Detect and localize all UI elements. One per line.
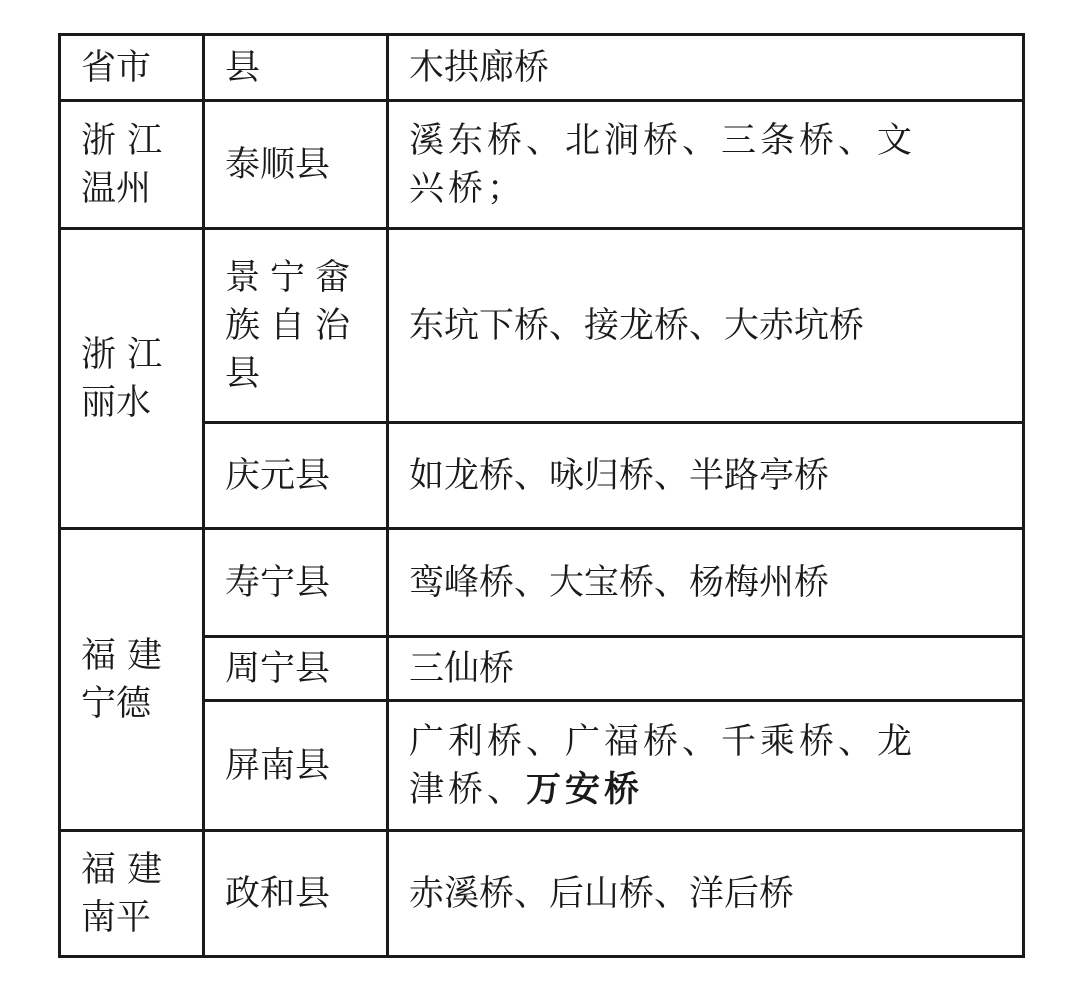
province-city-line: 宁德 bbox=[81, 683, 152, 724]
bridges-line bbox=[409, 766, 1022, 814]
province-city-line: 浙 江 bbox=[81, 334, 163, 375]
province-city-line: 丽水 bbox=[81, 382, 152, 423]
province-city-cell bbox=[60, 831, 204, 957]
county-line: 景宁畲 bbox=[225, 257, 361, 298]
province-city-line: 浙 江 bbox=[81, 120, 163, 161]
bridges-line: 兴桥； bbox=[409, 168, 527, 209]
province-city-line: 南平 bbox=[81, 897, 152, 938]
header-county: 县 bbox=[204, 35, 388, 101]
bridges-cell bbox=[388, 101, 1024, 229]
bridges-cell: 赤溪桥、后山桥、洋后桥 bbox=[388, 831, 1024, 957]
province-city-cell bbox=[60, 529, 204, 831]
table-row bbox=[60, 701, 1024, 831]
bridges-text: 津桥、 bbox=[409, 769, 527, 810]
bridges-cell: 如龙桥、咏归桥、半路亭桥 bbox=[388, 423, 1024, 529]
province-city-line: 温州 bbox=[81, 168, 152, 209]
bridge-table bbox=[58, 33, 1025, 958]
province-city-cell bbox=[60, 101, 204, 229]
table-row bbox=[60, 101, 1024, 229]
county-cell: 周宁县 bbox=[204, 637, 388, 701]
table-row bbox=[60, 423, 1024, 529]
bridges-cell: 三仙桥 bbox=[388, 637, 1024, 701]
bridges-cell: 鸾峰桥、大宝桥、杨梅州桥 bbox=[388, 529, 1024, 637]
table-row bbox=[60, 229, 1024, 423]
table-header-row bbox=[60, 35, 1024, 101]
county-cell: 寿宁县 bbox=[204, 529, 388, 637]
table-row bbox=[60, 529, 1024, 637]
header-province-city: 省市 bbox=[60, 35, 204, 101]
county-cell bbox=[204, 229, 388, 423]
bridges-cell bbox=[388, 701, 1024, 831]
table-row bbox=[60, 637, 1024, 701]
county-cell: 屏南县 bbox=[204, 701, 388, 831]
bridges-cell: 东坑下桥、接龙桥、大赤坑桥 bbox=[388, 229, 1024, 423]
table-row bbox=[60, 831, 1024, 957]
county-cell: 政和县 bbox=[204, 831, 388, 957]
bridges-text-bold: 万安桥 bbox=[526, 769, 644, 810]
province-city-line: 福 建 bbox=[81, 849, 163, 890]
bridges-line: 广利桥、广福桥、千乘桥、龙 bbox=[409, 721, 917, 762]
bridges-line: 溪东桥、北涧桥、三条桥、文 bbox=[409, 120, 917, 161]
county-cell: 泰顺县 bbox=[204, 101, 388, 229]
county-cell: 庆元县 bbox=[204, 423, 388, 529]
header-bridges: 木拱廊桥 bbox=[388, 35, 1024, 101]
province-city-cell bbox=[60, 229, 204, 529]
county-line: 县 bbox=[225, 353, 271, 394]
county-line: 族自治 bbox=[225, 305, 361, 346]
province-city-line: 福 建 bbox=[81, 635, 163, 676]
